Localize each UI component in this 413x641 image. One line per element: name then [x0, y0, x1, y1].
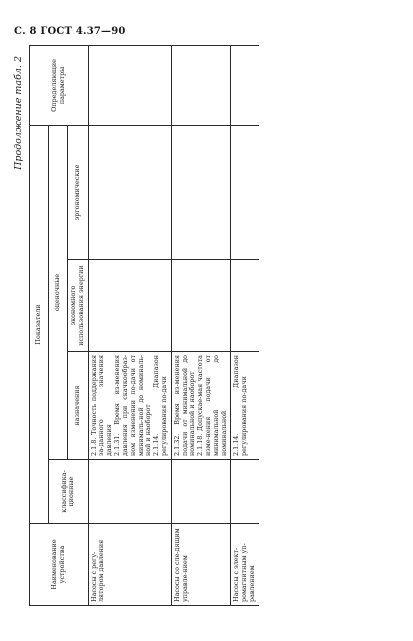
ergonomic-cell	[88, 125, 171, 259]
economy-cell	[231, 260, 259, 352]
economy-cell	[171, 260, 231, 352]
col-header-determining: Определяющие параметры	[30, 45, 89, 125]
col-header-device: Наименование устройства	[30, 524, 89, 606]
economy-cell	[88, 260, 171, 352]
parameter-item: 2.1.18. Допускае-мая частота изме-нения подачи от минимальной до номинальной	[196, 355, 228, 456]
table-row	[171, 45, 231, 605]
classification-cell	[171, 460, 231, 524]
table-row	[88, 45, 171, 605]
parameter-item: 2.1.14. Диапазон регулирования по-дачи	[152, 355, 168, 456]
device-cell: Насосы с регу-лятором давления	[88, 524, 171, 606]
rotated-table-page	[11, 46, 401, 606]
purpose-cell	[231, 352, 259, 460]
continuation-label: Продолжение табл. 2	[13, 56, 24, 170]
device-cell: Насосы с элект-ромагнитным уп-равлением	[231, 524, 259, 606]
col-header-economy: экономного использования энергии	[68, 260, 89, 352]
col-header-classification: классифика-ционные	[49, 460, 89, 524]
purpose-cell	[171, 352, 231, 460]
col-header-ergonomic: эргономические	[68, 125, 89, 259]
determining-cell	[231, 45, 259, 125]
determining-cell	[88, 45, 171, 125]
parameter-item: 2.1.32. Время из-менения подачи от минимальной до номинальной и наоборот	[172, 355, 197, 456]
col-header-indicators: Показатели	[30, 125, 49, 523]
parameters-table	[29, 45, 259, 606]
col-header-purpose: назначения	[68, 352, 89, 460]
purpose-cell	[88, 352, 171, 460]
ergonomic-cell	[171, 125, 231, 259]
parameter-item: 2.1.8. Точность поддержания за-данного значения давления	[89, 355, 114, 456]
ergonomic-cell	[231, 125, 259, 259]
determining-cell	[171, 45, 231, 125]
table-row	[231, 45, 259, 605]
classification-cell	[231, 460, 259, 524]
col-header-evaluation: оценочные	[49, 125, 68, 459]
page-header: С. 8 ГОСТ 4.37—90	[14, 26, 126, 37]
parameter-item: 2.1.31. Время из-менения давления при скачкообраз-ном изменении по-дачи от минималь-ной до номиналь-ной и наоборот	[113, 355, 153, 456]
parameter-item: 2.1.14. Диапазон регулирования по-дачи	[232, 355, 249, 456]
device-cell: Насосы со сле-дящим управле-нием	[171, 524, 231, 606]
classification-cell	[88, 460, 171, 524]
